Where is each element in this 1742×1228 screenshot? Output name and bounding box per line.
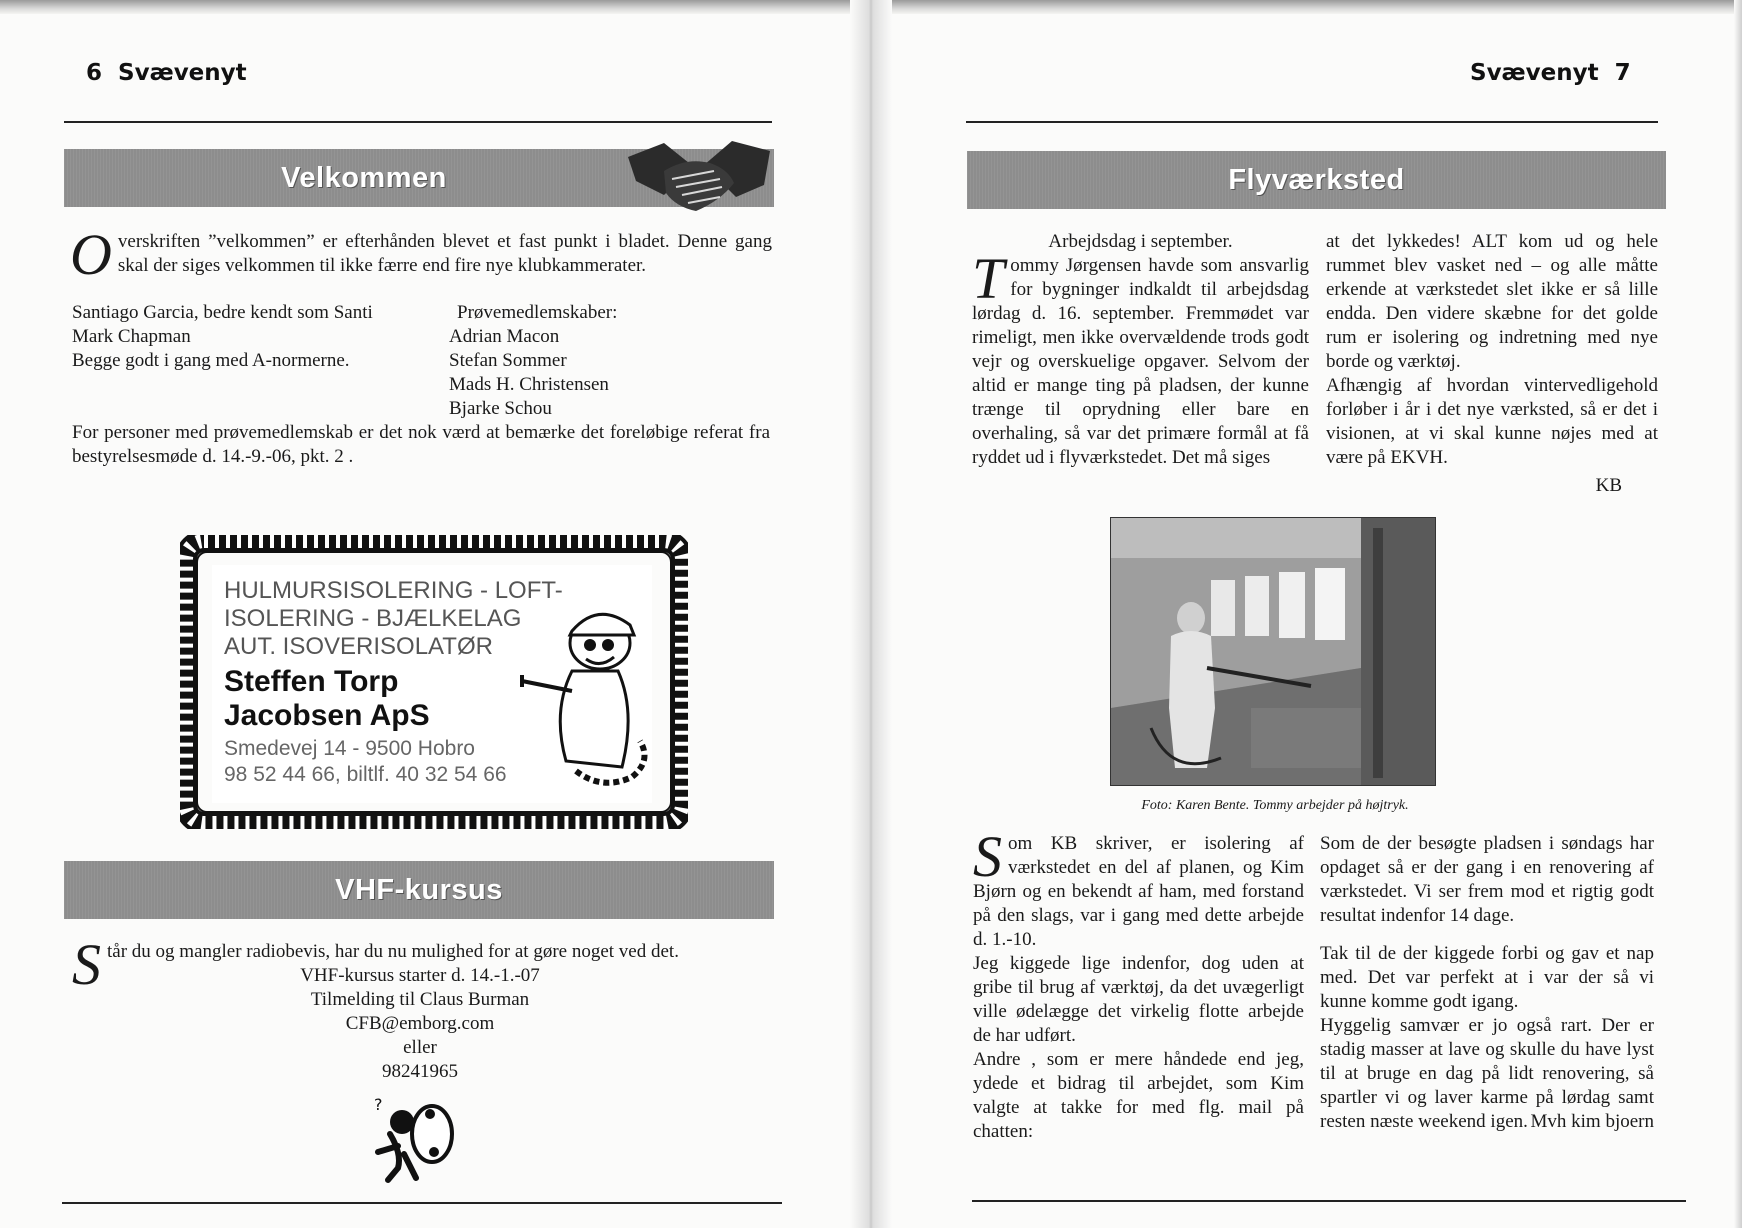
left-footer-rule	[62, 1202, 782, 1204]
insulation-advert	[180, 535, 688, 829]
advert-line1: HULMURSISOLERING - LOFT-	[224, 577, 563, 604]
right-header-rule	[966, 121, 1658, 123]
vhf-line: eller	[403, 1037, 437, 1058]
advert-line2: ISOLERING - BJÆLKELAG	[224, 605, 522, 632]
flyvaerksted-dropcap-s: S	[973, 824, 1002, 889]
vhf-first-line: tår du og mangler radiobevis, har du nu mulighed for at gøre noget ved det.	[107, 941, 679, 962]
vhf-line: VHF-kursus starter d. 14.-1.-07	[300, 965, 540, 986]
velkommen-members-left	[72, 301, 373, 373]
handshake-icon	[624, 137, 774, 219]
velkommen-closing-text: For personer med prøvemedlemskab er det nok værd at bemærke det foreløbige referat fra bestyrelsesmøde d. 14.-9.-06, pkt. 2 .	[72, 422, 770, 467]
velkommen-intro	[70, 222, 772, 287]
flyvaerksted-dropcap-t: T	[972, 246, 1005, 311]
page-edge	[1734, 0, 1742, 1228]
flyvaerksted-col3-p2: Jeg kiggede lige indenfor, dog uden at gribe til brug af værktøj, da det uvægerligt ville ødelægge det virkelig flotte arbejde de har udført.	[973, 953, 1304, 1046]
member-line: Mark Chapman	[72, 326, 191, 347]
svg-text:?: ?	[374, 1095, 383, 1114]
velkommen-closing	[72, 421, 770, 469]
flyvaerksted-col2-p1: at det lykkedes! ALT kom ud og hele rummet blev vasket ned – og alle måtte erkende at værkstedet slet ikke er så lille endda. Den videre skæbne for det golde rum er isolering og indretning med nye borde og værktøj.	[1326, 231, 1658, 372]
advert-company-line1: Steffen Torp	[224, 665, 399, 698]
advert-panel	[212, 565, 652, 803]
flyvaerksted-col1-text: ommy Jørgensen havde som ansvarlig for bygninger indkaldt til arbejdsdag lørdag d. 16. september. Fremmødet var rimeligt, men ikke overvældende trods godt vejr og overskuelige opgaver. Selvom der altid er mange ting på pladsen, der kunne trænge til oprydning eller bare en overhaling, så var det primære formål at få ryddet ud i flyværkstedet. Det må siges	[972, 255, 1309, 468]
trial-member: Adrian Macon	[449, 326, 560, 347]
vhf-phone: 98241965	[382, 1061, 458, 1082]
page-gutter	[850, 0, 892, 1228]
flyvaerksted-banner-title: Flyværksted	[1228, 164, 1405, 196]
vhf-banner-title: VHF-kursus	[335, 874, 503, 906]
left-page-number: 6	[86, 60, 103, 86]
flyvaerksted-banner	[967, 151, 1666, 209]
trial-heading: Prøvemedlemskaber:	[457, 302, 618, 323]
left-page-header	[86, 60, 247, 86]
trial-member: Stefan Sommer	[449, 350, 567, 371]
right-page-number: 7	[1614, 60, 1631, 86]
vhf-email[interactable]: CFB@emborg.com	[345, 1013, 495, 1034]
member-line: Santiago Garcia, bedre kendt som Santi	[72, 302, 373, 323]
flyvaerksted-col3-p1: om KB skriver, er isolering af værkstedet en del af planen, og Kim Bjørn og en bekendt af ham, med forstand på den slags, var i gang med dette arbejde d. 1.-10.	[973, 833, 1304, 950]
photo-caption: Foto: Karen Bente. Tommy arbejder på højtryk.	[1141, 798, 1409, 813]
insulation-mascot-icon	[512, 591, 662, 801]
flyvaerksted-col4-p1: Som de der besøgte pladsen i søndags har opdaget så er der gang i en renovering af værkstedet. Vi ser frem mod et rigtig godt resultat indenfor 14 dage.	[1320, 833, 1654, 926]
member-line: Begge godt i gang med A-normerne.	[72, 350, 350, 371]
advert-address: Smedevej 14 - 9500 Hobro	[224, 737, 475, 760]
flyvaerksted-col4-p2: Tak til de der kiggede forbi og gav et nap med. Det var perfekt at i var der så vi kunne komme godt igang.	[1320, 943, 1654, 1012]
vhf-line: Tilmelding til Claus Burman	[310, 989, 530, 1010]
flyvaerksted-subtitle: Arbejdsdag i september.	[1048, 231, 1233, 252]
velkommen-dropcap: O	[70, 222, 112, 287]
velkommen-intro-text: verskriften ”velkommen” er efterhånden blevet et fast punkt i bladet. Denne gang skal der siges velkommen til ikke færre end fire nye klubkammerater.	[117, 231, 772, 276]
advert-line3: AUT. ISOVERISOLATØR	[224, 633, 493, 660]
right-page-title: Svævenyt	[1470, 60, 1599, 86]
vhf-dropcap: S	[72, 932, 101, 997]
workshop-photo-image	[1111, 518, 1435, 785]
left-page-title: Svævenyt	[118, 60, 247, 86]
left-header-rule	[64, 121, 772, 123]
vhf-details	[220, 964, 620, 1084]
velkommen-banner	[64, 149, 774, 207]
vhf-banner	[64, 861, 774, 919]
advert-company-line2: Jacobsen ApS	[224, 699, 430, 732]
velkommen-banner-title: Velkommen	[281, 162, 447, 194]
trial-member: Bjarke Schou	[449, 398, 552, 419]
workshop-photo	[1110, 517, 1436, 786]
flyvaerksted-col2	[1326, 230, 1658, 498]
radio-operator-icon	[370, 1094, 460, 1186]
trial-member: Mads H. Christensen	[449, 374, 609, 395]
flyvaerksted-col2-p2: Afhængig af hvordan vintervedligehold forløber i år i det nye værksted, så er det i visionen, at vi skal kunne nøjes med at være på EKVH.	[1326, 375, 1658, 468]
flyvaerksted-signature-kb: KB	[1595, 475, 1622, 496]
flyvaerksted-col4-p3: Hyggelig samvær er jo også rart. Der er stadig masser at lave og skulle du have lyst til at bruge en dag på lidt renovering, så spartler vi og laver karme på lørdag samt resten næste weekend igen.	[1320, 1015, 1654, 1132]
flyvaerksted-col1	[972, 230, 1309, 470]
flyvaerksted-col4	[1320, 832, 1654, 1134]
advert-phones: 98 52 44 66, biltlf. 40 32 54 66	[224, 763, 507, 786]
flyvaerksted-signature-kim: Mvh kim bjoern	[1530, 1111, 1654, 1132]
right-page-header	[1470, 60, 1631, 86]
trial-members-list	[449, 301, 617, 421]
flyvaerksted-col3-p3: Andre , som er mere håndede end jeg, ydede et bidrag til arbejdet, som Kim valgte at takke for med flg. mail på chatten:	[973, 1049, 1304, 1142]
flyvaerksted-col3	[973, 824, 1304, 1144]
right-footer-rule	[972, 1200, 1686, 1202]
